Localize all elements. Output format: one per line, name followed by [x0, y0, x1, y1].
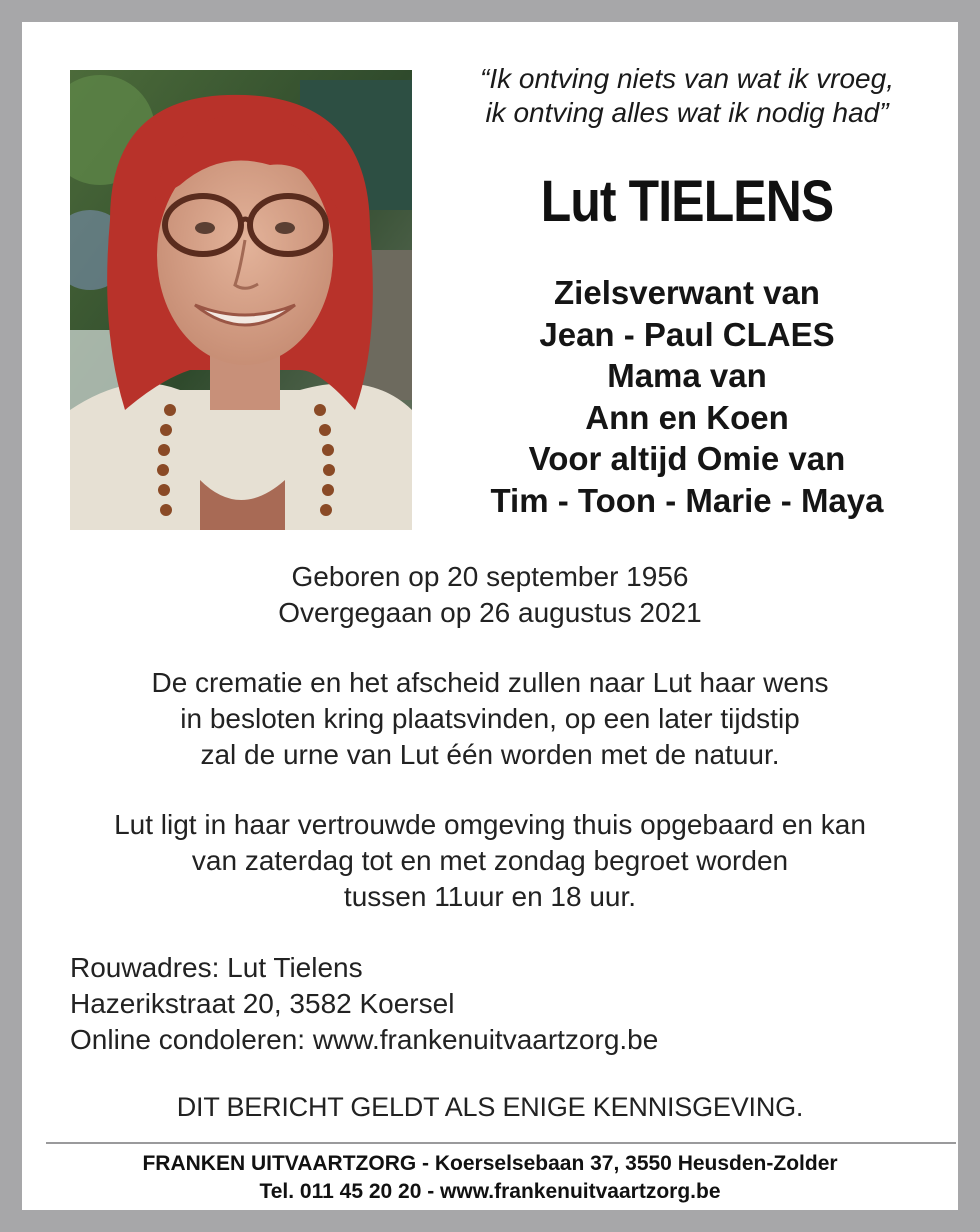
deceased-name: Lut TIELENS — [540, 169, 834, 234]
visitation-line: tussen 11uur en 18 uur. — [343, 881, 637, 912]
family-line: Zielsverwant van — [554, 274, 820, 311]
family-line: Tim - Toon - Marie - Maya — [490, 481, 884, 519]
family-line: Mama van — [607, 357, 767, 394]
life-dates — [22, 559, 958, 631]
obituary-content — [22, 22, 958, 1210]
death-date: Overgegaan op 26 augustus 2021 — [278, 597, 702, 628]
birth-date: Geboren op 20 september 1956 — [291, 561, 689, 592]
footer-divider — [46, 1142, 956, 1144]
ceremony-line: in besloten kring plaatsvinden, op een later tijdstip — [180, 703, 800, 734]
ceremony-text — [22, 665, 958, 773]
obituary-card — [10, 10, 970, 1222]
funeral-home-address: FRANKEN UITVAARTZORG - Koerselsebaan 37, 3550 Heusden-Zolder — [142, 1152, 838, 1175]
family-relations — [422, 272, 952, 521]
quote-line: ik ontving alles wat ik nodig had” — [485, 97, 889, 128]
visitation-text — [22, 807, 958, 915]
portrait-photo — [70, 70, 412, 530]
family-line: Ann en Koen — [585, 398, 789, 436]
ceremony-line: zal de urne van Lut één worden met de natuur. — [200, 739, 780, 770]
funeral-home-footer — [22, 1150, 958, 1206]
funeral-home-contact[interactable]: Tel. 011 45 20 20 - www.frankenuitvaartzorg.be — [259, 1180, 721, 1203]
address-contact: Rouwadres: Lut Tielens — [70, 952, 363, 983]
official-notice: DIT BERICHT GELDT ALS ENIGE KENNISGEVING. — [176, 1092, 804, 1122]
family-line: Jean - Paul CLAES — [539, 315, 835, 353]
online-condolences-link[interactable]: Online condoleren: www.frankenuitvaartzorg.be — [70, 1024, 659, 1055]
family-line: Voor altijd Omie van — [528, 440, 846, 477]
quote-line: “Ik ontving niets van wat ik vroeg, — [480, 63, 894, 94]
memorial-quote — [422, 62, 952, 130]
visitation-line: Lut ligt in haar vertrouwde omgeving thuis opgebaard en kan — [114, 809, 866, 840]
ceremony-line: De crematie en het afscheid zullen naar Lut haar wens — [151, 667, 829, 698]
mourning-address — [70, 950, 930, 1058]
address-street: Hazerikstraat 20, 3582 Koersel — [70, 988, 455, 1019]
visitation-line: van zaterdag tot en met zondag begroet worden — [191, 845, 789, 876]
